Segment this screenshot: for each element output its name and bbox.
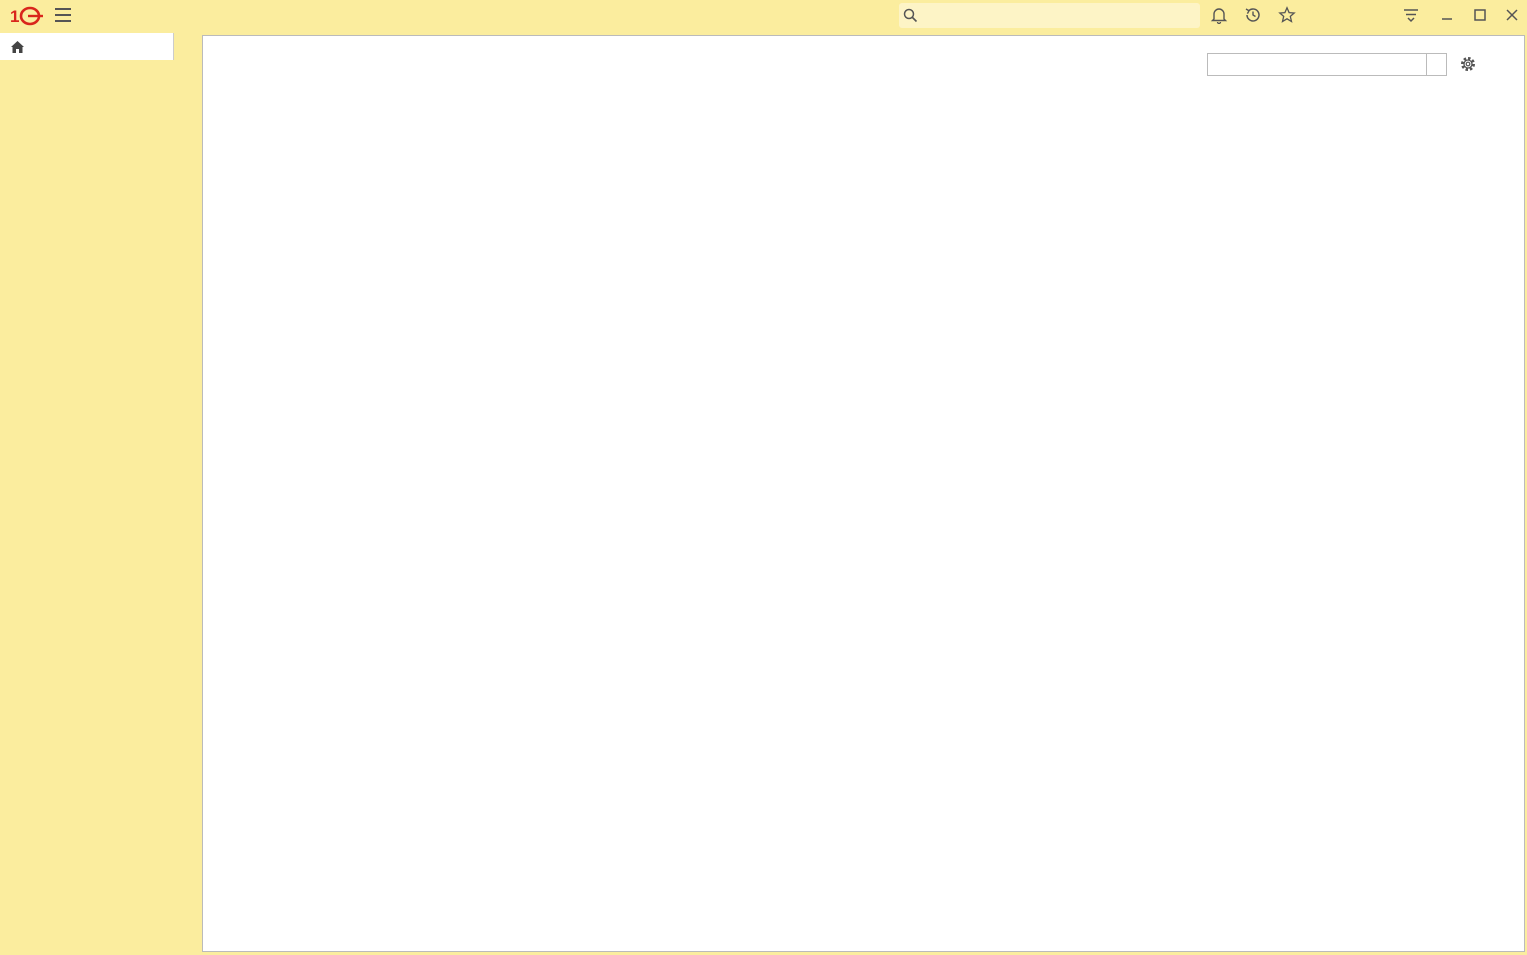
- search-icon: [903, 8, 918, 23]
- tab-home[interactable]: [0, 33, 174, 60]
- main-panel: [202, 35, 1525, 952]
- bell-icon[interactable]: [1210, 6, 1228, 24]
- main-menu-icon[interactable]: [55, 8, 71, 22]
- global-search-input[interactable]: [899, 3, 1200, 28]
- close-form-button[interactable]: [1492, 56, 1506, 72]
- sidebar: [0, 64, 202, 955]
- clear-search-button[interactable]: [1426, 54, 1446, 75]
- home-icon: [10, 40, 25, 54]
- minimize-icon[interactable]: [1439, 7, 1455, 23]
- form-search-input[interactable]: [1207, 53, 1447, 76]
- settings-menu-icon[interactable]: [1403, 7, 1419, 23]
- maximize-icon[interactable]: [1472, 7, 1488, 23]
- title-bar: [0, 0, 1527, 31]
- 1c-logo-icon: [10, 6, 44, 26]
- star-icon[interactable]: [1278, 6, 1296, 24]
- history-icon[interactable]: [1244, 6, 1262, 24]
- gear-icon[interactable]: [1459, 55, 1477, 73]
- svg-text:1: 1: [10, 7, 20, 26]
- close-icon[interactable]: [1504, 7, 1520, 23]
